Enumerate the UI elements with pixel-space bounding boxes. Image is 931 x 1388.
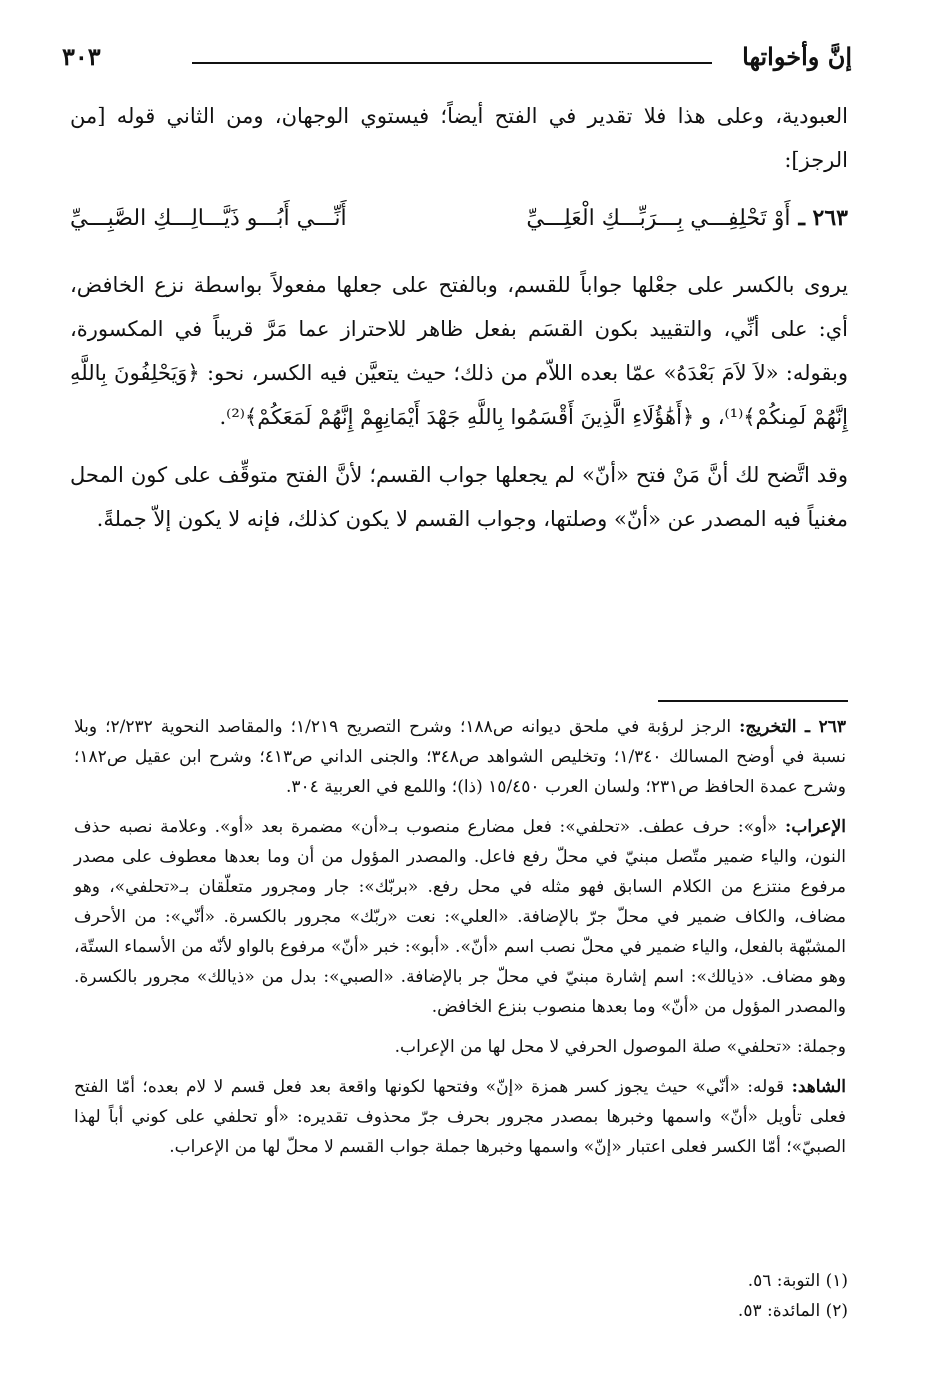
paragraph: العبودية، وعلى هذا فلا تقدير في الفتح أيضاً؛ فيستوي الوجهان، ومن الثاني قوله [من الرجز]: [70,104,848,172]
verse-hemistich-first: أَوْ تَحْلِفِـــي بِـــرَبِّـــكِ الْعَلِـــيِّ [526,206,791,231]
verse-hemistich-second: أَنِّـــي أَبُـــو ذَيَّـــالِـــكِ الصَّبِـــيِّ [70,206,347,231]
shahid-note [74,1072,846,1162]
shahid-text: قوله: «أنّي» حيث يجوز كسر همزة «إنّ» وفتحها لكونها واقعة بعد فعل قسم لا لام بعده؛ أمّا الفتح فعلى تأويل «أنّ» واسمها وخبرها بمصدر مجرور بحرف جرّ محذوف تقديره: «أو تحلفي على كوني أباً لهذا الصبيّ»؛ أمّا الكسر فعلى اعتبار «إنّ» واسمها وخبرها جملة جواب القسم لا محلّ لها من الإعراب. [74,1077,846,1157]
footnote-item: (٢) المائدة: ٥٣. [737,1301,848,1321]
irab-text: «أو»: حرف عطف. «تحلفي»: فعل مضارع منصوب بـ«أن» مضمرة بعد «أو». وعلامة نصبه حذف النون، والياء ضمير متّصل مبنيّ في محلّ رفع فاعل. والمصدر المؤول من أن وما بعدها معطوف على مصدر مرفوع منتزع من الكلام السابق فهو مثله في محل رفع. «بربّك»: جار ومجرور متعلّقان بـ«تحلفي»، وهو مضاف، والكاف ضمير في محلّ جرّ بالإضافة. «العلي»: نعت «ربّك» مجرور بالكسرة. «أنّي»: من الأحرف المشبّهة بالفعل، والياء ضمير في محلّ نصب اسم «أنّ». «أبو»: خبر «أنّ» مرفوع بالواو لأنّه من الأسماء الستّة، وهو مضاف. «ذيالك»: اسم إشارة مبنيّ في محلّ جر بالإضافة. «الصبي»: بدل من «ذيالك» مجرور بالكسرة. والمصدر المؤول من «أنّ» وما بعدها منصوب بنزع الخافض. [74,817,846,1017]
takhrij-label: ٢٦٣ ـ التخريج: [739,717,846,737]
paragraph: يروى بالكسر على جعْلها جواباً للقسم، وبالفتح على جعلها مفعولاً بواسطة نزع الخافض، أي: على أنِّي، والتقييد بكون القسَم بفعل ظاهر للاحتراز عما مَرَّ قريباً في المكسورة، وبقوله: «لاَ لاَمَ بَعْدَهُ» عمّا بعده اللاّم من ذلك؛ حيث يتعيَّن فيه الكسر، نحو: ﴿وَيَحْلِفُونَ بِاللَّهِ إِنَّهُمْ لَمِنكُمْ﴾⁽¹⁾، و ﴿أَهَٰؤُلَاءِ الَّذِينَ أَقْسَمُوا بِاللَّهِ جَهْدَ أَيْمَانِهِمْ إِنَّهُمْ لَمَعَكُمْ﴾⁽²⁾. [70,273,848,429]
page-header [62,38,852,78]
page-number: ٣٠٣ [62,42,101,71]
running-title: إنَّ وأخواتها [742,42,852,71]
irab-label: الإعراب: [785,817,846,837]
commentary-notes [74,712,846,1172]
verse-number: ٢٦٣ ـ [798,205,848,231]
paragraph: وقد اتَّضح لك أنَّ مَنْ فتح «أنّ» لم يجعلها جواب القسم؛ لأنَّ الفتح متوقِّف على كون المحل مغنياً فيه المصدر عن «أنّ» وصلتها، وجواب القسم لا يكون كذلك، فإنه لا يكون إلاّ جملةً. [70,463,848,531]
footnote-separator [658,700,848,702]
jumla-note: وجملة: «تحلفي» صلة الموصول الحرفي لا محل لها من الإعراب. [394,1037,846,1057]
irab-note [74,812,846,1022]
header-rule [192,62,712,64]
main-text [70,94,848,555]
footnotes [448,1266,848,1326]
shahid-label: الشاهد: [791,1077,846,1097]
takhrij-note [74,712,846,802]
footnote-item: (١) التوبة: ٥٦. [747,1271,848,1291]
poetry-verse [70,196,848,241]
takhrij-text: الرجز لرؤبة في ملحق ديوانه ص١٨٨؛ وشرح التصريح ١/٢١٩؛ والمقاصد النحوية ٢/٢٣٢؛ وبلا نسبة في أوضح المسالك ١/٣٤٠؛ وتخليص الشواهد ص٣٤٨؛ والجنى الداني ص٤١٣؛ وشرح ابن عقيل ص١٨٢؛ وشرح عمدة الحافظ ص٢٣١؛ ولسان العرب ١٥/٤٥٠ (ذا)؛ واللمع في العربية ٣٠٤. [74,717,846,797]
